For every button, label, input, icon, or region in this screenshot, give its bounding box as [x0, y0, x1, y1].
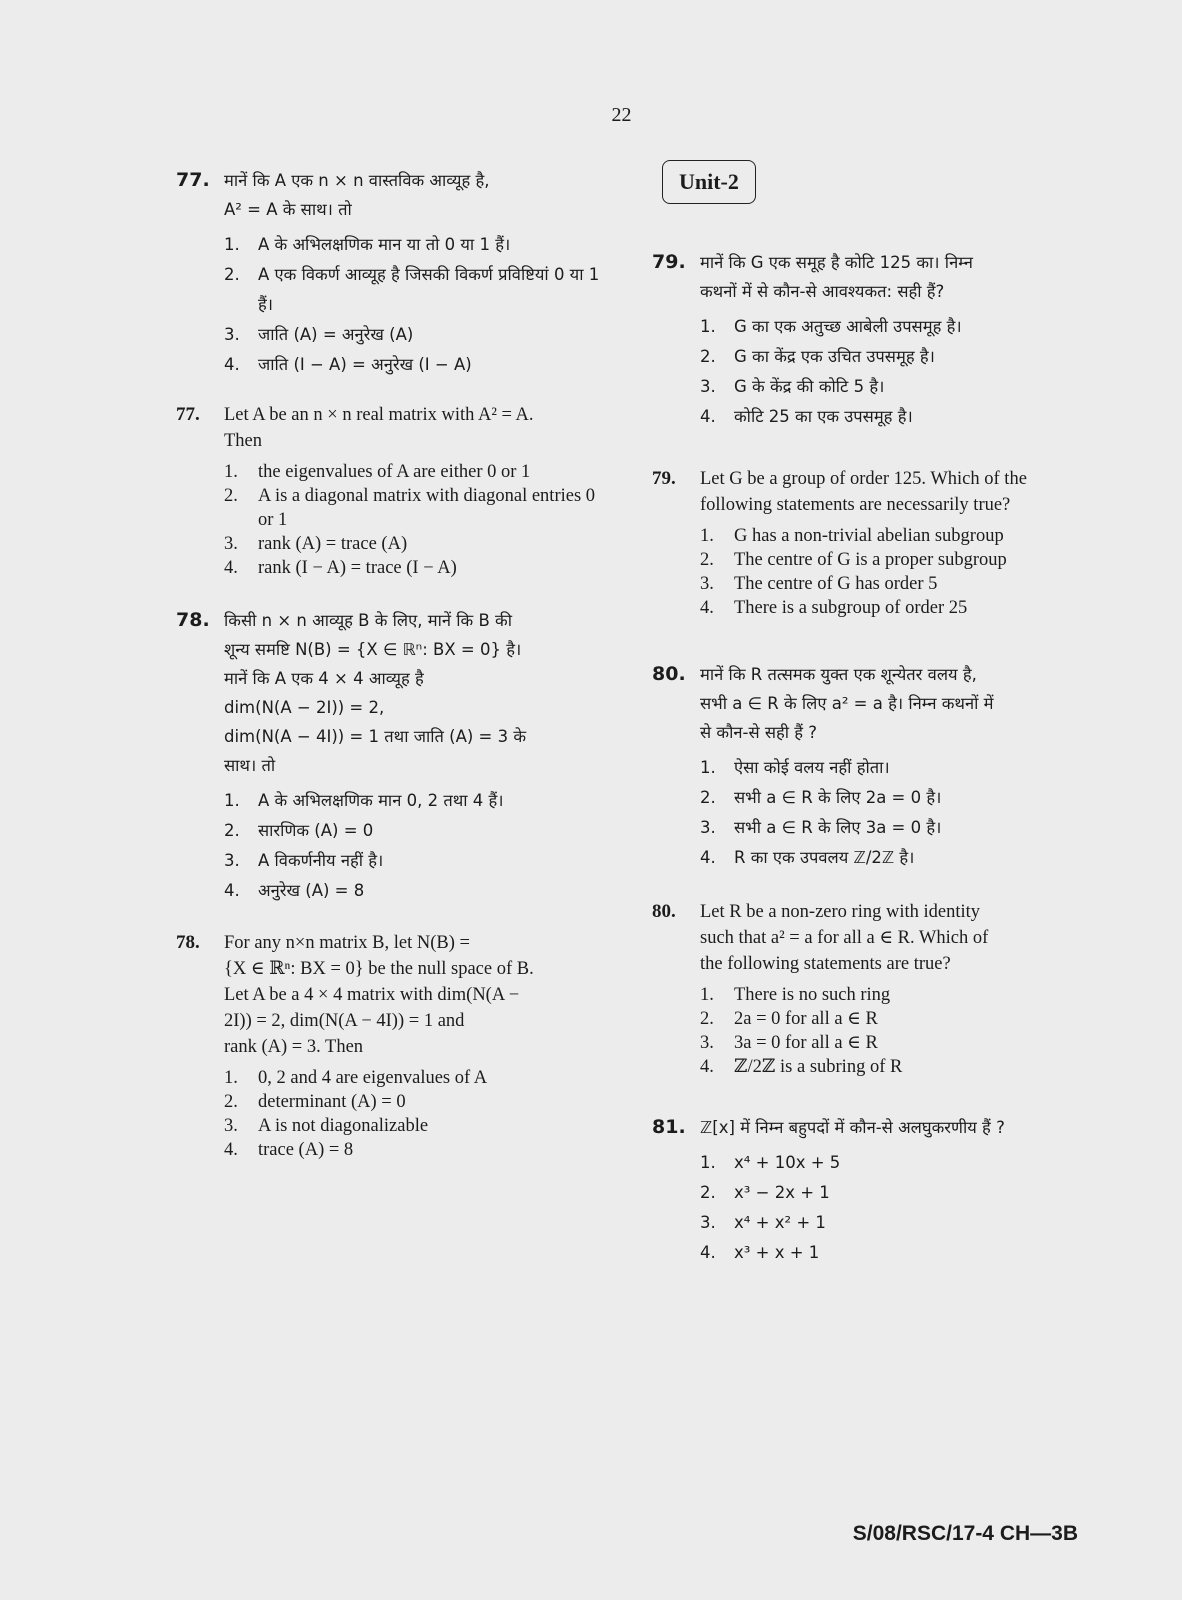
option-item [224, 260, 606, 320]
option-text: A is a diagonal matrix with diagonal entries 0 or 1 [258, 486, 596, 530]
option-item [224, 1114, 606, 1138]
question-line: For any n×n matrix B, let N(B) = [224, 933, 470, 953]
question-number: 80. [652, 901, 676, 922]
option-item [700, 1238, 1122, 1268]
option-text: rank (A) = trace (A) [258, 534, 408, 554]
option-text: अनुरेख (A) = 8 [258, 881, 365, 900]
option-number: 4. [224, 558, 238, 578]
option-item [700, 312, 1122, 342]
question-line: साथ। तो [224, 756, 276, 775]
option-item [700, 843, 1122, 873]
question-line: मानें कि A एक 4 × 4 आव्यूह है [224, 669, 424, 688]
option-item [700, 1007, 1122, 1031]
question-line: से कौन-से सही हैं ? [700, 723, 818, 742]
option-item [224, 1066, 606, 1090]
option-item [700, 1148, 1122, 1178]
option-item [700, 548, 1122, 572]
option-item [700, 1208, 1122, 1238]
question-number: 78. [176, 609, 210, 631]
option-text: x³ + x + 1 [734, 1243, 820, 1262]
question-line: Let G be a group of order 125. Which of the [700, 469, 1027, 489]
option-item [700, 1055, 1122, 1079]
option-text: R का एक उपवलय ℤ/2ℤ है। [734, 848, 915, 867]
question-line: ℤ[x] में निम्न बहुपदों में कौन-से अलघुकरणीय हैं ? [700, 1118, 1005, 1137]
question-line: dim(N(A − 4I)) = 1 तथा जाति (A) = 3 के [224, 727, 527, 746]
question-line: सभी a ∈ R के लिए a² = a है। निम्न कथनों में [700, 694, 994, 713]
question-hi [652, 1113, 1122, 1268]
option-number: 4. [700, 848, 716, 867]
option-item [224, 320, 606, 350]
option-item [224, 484, 606, 532]
option-item [700, 813, 1122, 843]
option-text: 0, 2 and 4 are eigenvalues of A [258, 1068, 488, 1088]
option-item [224, 846, 606, 876]
question-line: Let A be a 4 × 4 matrix with dim(N(A − [224, 985, 520, 1005]
option-text: ℤ/2ℤ is a subring of R [734, 1057, 903, 1077]
option-number: 3. [224, 534, 238, 554]
question-en [652, 466, 1122, 620]
option-text: A के अभिलक्षणिक मान 0, 2 तथा 4 हैं। [258, 791, 504, 810]
question-line: किसी n × n आव्यूह B के लिए, मानें कि B की [224, 611, 512, 630]
question-line: {X ∈ ℝⁿ: BX = 0} be the null space of B. [224, 959, 534, 979]
options-list [700, 753, 1122, 873]
question-number: 81. [652, 1116, 686, 1138]
option-number: 3. [700, 818, 716, 837]
option-item [224, 460, 606, 484]
option-number: 3. [224, 1116, 238, 1136]
option-number: 1. [700, 317, 716, 336]
option-item [224, 350, 606, 380]
option-number: 1. [700, 1153, 716, 1172]
option-text: G के केंद्र की कोटि 5 है। [734, 377, 885, 396]
option-item [700, 342, 1122, 372]
option-text: There is a subgroup of order 25 [734, 598, 968, 618]
option-text: A एक विकर्ण आव्यूह है जिसकी विकर्ण प्रविष्टियां 0 या 1 हैं। [258, 265, 600, 314]
option-number: 2. [700, 550, 714, 570]
option-item [700, 1178, 1122, 1208]
option-item [700, 372, 1122, 402]
option-text: A is not diagonalizable [258, 1116, 429, 1136]
option-item [700, 524, 1122, 548]
option-number: 4. [700, 407, 716, 426]
option-text: जाति (A) = अनुरेख (A) [258, 325, 414, 344]
question-text [700, 660, 1122, 747]
question-en [176, 402, 606, 580]
question-hi [652, 248, 1122, 432]
question-hi [652, 660, 1122, 873]
option-item [224, 556, 606, 580]
right-question-list [652, 248, 1122, 1268]
question-text [224, 402, 606, 454]
option-text: x⁴ + 10x + 5 [734, 1153, 841, 1172]
question-line: such that a² = a for all a ∈ R. Which of [700, 928, 989, 948]
options-list [224, 786, 606, 906]
option-number: 1. [700, 526, 714, 546]
question-line: मानें कि A एक n × n वास्तविक आव्यूह है, [224, 171, 490, 190]
option-text: सभी a ∈ R के लिए 2a = 0 है। [734, 788, 942, 807]
option-item [700, 572, 1122, 596]
question-number: 77. [176, 169, 210, 191]
option-item [224, 816, 606, 846]
option-item [224, 876, 606, 906]
question-text [224, 606, 606, 780]
page-number: 22 [611, 104, 632, 126]
paper-code: S/08/RSC/17-4 CH—3B [852, 1522, 1078, 1545]
option-number: 4. [224, 881, 240, 900]
option-number: 2. [700, 1009, 714, 1029]
option-number: 4. [224, 1140, 238, 1160]
question-text [700, 466, 1122, 518]
option-text: सभी a ∈ R के लिए 3a = 0 है। [734, 818, 942, 837]
question-line: rank (A) = 3. Then [224, 1037, 364, 1057]
question-text [700, 1113, 1122, 1142]
question-line: Let A be an n × n real matrix with A² = A. [224, 405, 534, 425]
option-item [224, 532, 606, 556]
option-number: 1. [224, 1068, 238, 1088]
question-line: कथनों में से कौन-से आवश्यकत: सही हैं? [700, 282, 945, 301]
option-text: G का एक अतुच्छ आबेली उपसमूह है। [734, 317, 962, 336]
option-number: 1. [700, 985, 714, 1005]
option-item [700, 983, 1122, 1007]
option-number: 1. [700, 758, 716, 777]
question-line: मानें कि R तत्समक युक्त एक शून्येतर वलय है, [700, 665, 977, 684]
option-number: 3. [700, 377, 716, 396]
option-text: 2a = 0 for all a ∈ R [734, 1009, 878, 1029]
question-line: A² = A के साथ। तो [224, 200, 352, 219]
option-text: G का केंद्र एक उचित उपसमूह है। [734, 347, 935, 366]
option-text: x⁴ + x² + 1 [734, 1213, 826, 1232]
options-list [224, 1066, 606, 1162]
option-text: the eigenvalues of A are either 0 or 1 [258, 462, 531, 482]
question-en [176, 930, 606, 1162]
question-text [700, 248, 1122, 306]
question-number: 80. [652, 663, 686, 685]
option-number: 2. [700, 1183, 716, 1202]
options-list [700, 312, 1122, 432]
option-text: determinant (A) = 0 [258, 1092, 406, 1112]
option-text: There is no such ring [734, 985, 891, 1005]
options-list [224, 460, 606, 580]
left-column [176, 166, 606, 1162]
question-number: 77. [176, 404, 200, 425]
option-text: rank (I − A) = trace (I − A) [258, 558, 457, 578]
option-number: 3. [700, 1033, 714, 1053]
option-item [700, 1031, 1122, 1055]
question-line: 2I)) = 2, dim(N(A − 4I)) = 1 and [224, 1011, 465, 1031]
option-number: 4. [700, 1057, 714, 1077]
question-en [652, 899, 1122, 1079]
question-line: Let R be a non-zero ring with identity [700, 902, 980, 922]
option-number: 1. [224, 462, 238, 482]
question-line: Then [224, 431, 263, 451]
option-number: 2. [224, 1092, 238, 1112]
option-number: 4. [700, 598, 714, 618]
option-text: A के अभिलक्षणिक मान या तो 0 या 1 हैं। [258, 235, 511, 254]
option-text: The centre of G is a proper subgroup [734, 550, 1007, 570]
right-column [652, 160, 1122, 1268]
question-number: 78. [176, 932, 200, 953]
option-item [700, 753, 1122, 783]
question-text [224, 166, 606, 224]
option-item [700, 402, 1122, 432]
option-item [224, 786, 606, 816]
question-line: शून्य समष्टि N(B) = {X ∈ ℝⁿ: BX = 0} है। [224, 640, 522, 659]
option-item [224, 230, 606, 260]
option-text: x³ − 2x + 1 [734, 1183, 830, 1202]
option-item [224, 1090, 606, 1114]
option-number: 3. [700, 574, 714, 594]
option-text: G has a non-trivial abelian subgroup [734, 526, 1004, 546]
options-list [700, 1148, 1122, 1268]
option-number: 2. [224, 821, 240, 840]
option-number: 2. [700, 788, 716, 807]
option-text: ऐसा कोई वलय नहीं होता। [734, 758, 890, 777]
question-line: मानें कि G एक समूह है कोटि 125 का। निम्न [700, 253, 973, 272]
option-number: 2. [224, 486, 238, 506]
option-number: 3. [700, 1213, 716, 1232]
option-text: सारणिक (A) = 0 [258, 821, 374, 840]
option-text: A विकर्णनीय नहीं है। [258, 851, 384, 870]
option-number: 4. [224, 355, 240, 374]
options-list [700, 524, 1122, 620]
question-number: 79. [652, 468, 676, 489]
question-number: 79. [652, 251, 686, 273]
question-text [700, 899, 1122, 977]
option-text: 3a = 0 for all a ∈ R [734, 1033, 878, 1053]
option-number: 1. [224, 791, 240, 810]
option-item [224, 1138, 606, 1162]
option-number: 3. [224, 851, 240, 870]
option-text: The centre of G has order 5 [734, 574, 938, 594]
option-text: trace (A) = 8 [258, 1140, 354, 1160]
options-list [224, 230, 606, 380]
option-text: जाति (I − A) = अनुरेख (I − A) [258, 355, 472, 374]
option-number: 1. [224, 235, 240, 254]
question-text [224, 930, 606, 1060]
options-list [700, 983, 1122, 1079]
question-line: the following statements are true? [700, 954, 951, 974]
option-number: 3. [224, 325, 240, 344]
option-item [700, 783, 1122, 813]
option-item [700, 596, 1122, 620]
question-hi [176, 166, 606, 380]
question-hi [176, 606, 606, 906]
question-line: dim(N(A − 2I)) = 2, [224, 698, 385, 717]
option-text: कोटि 25 का एक उपसमूह है। [734, 407, 913, 426]
option-number: 2. [700, 347, 716, 366]
question-line: following statements are necessarily true? [700, 495, 1011, 515]
unit-heading: Unit-2 [662, 160, 756, 204]
option-number: 2. [224, 265, 240, 284]
option-number: 4. [700, 1243, 716, 1262]
